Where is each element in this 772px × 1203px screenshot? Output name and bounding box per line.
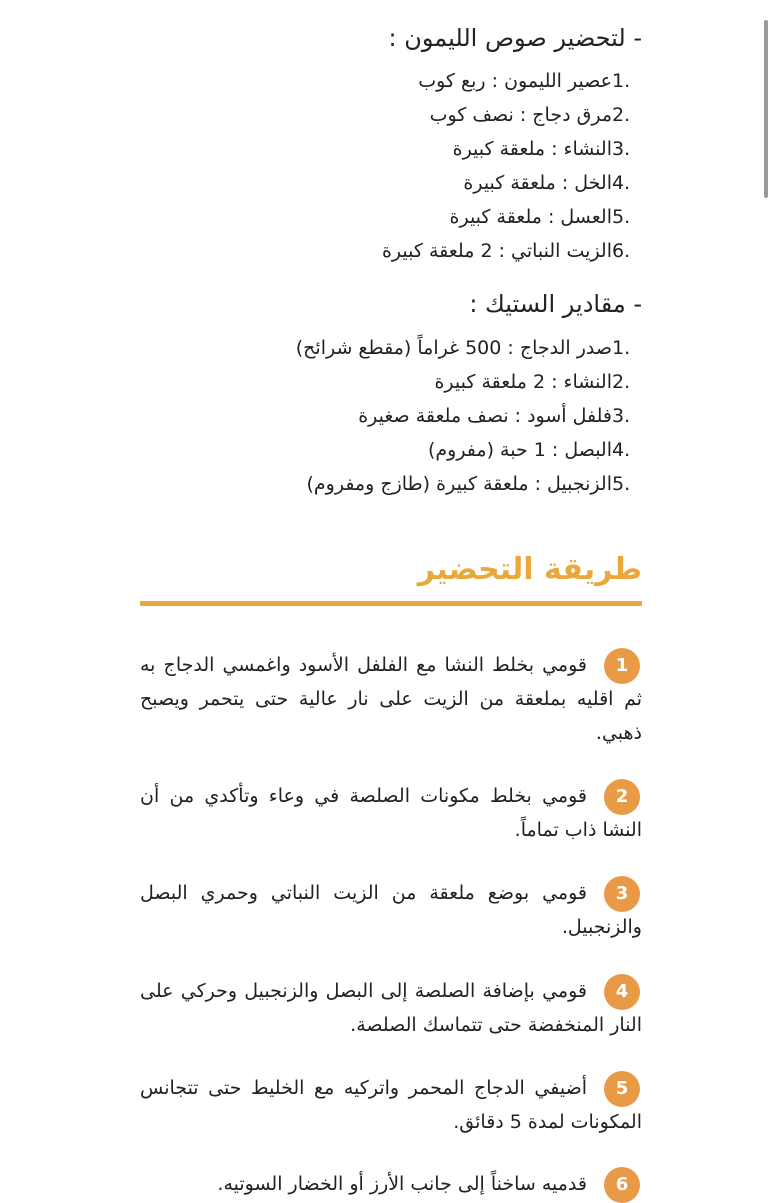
item-number: 4. xyxy=(612,439,631,461)
list-item xyxy=(296,365,642,399)
item-text: مرق دجاج : نصف كوب xyxy=(429,104,612,126)
steak-heading: - مقادير الستيك : xyxy=(469,290,642,318)
method-step xyxy=(140,974,642,1042)
step-text: قدميه ساخناً إلى جانب الأرز أو الخضار السوتيه. xyxy=(217,1173,587,1195)
item-number: 1. xyxy=(612,70,631,92)
step-number-badge: 3 xyxy=(604,876,640,912)
item-text: النشاء : 2 ملعقة كبيرة xyxy=(434,371,612,393)
method-step xyxy=(140,876,642,944)
list-item xyxy=(296,433,642,467)
sauce-ingredient-list xyxy=(382,64,642,268)
item-number: 4. xyxy=(612,172,631,194)
step-number-badge: 5 xyxy=(604,1071,640,1107)
item-number: 1. xyxy=(612,337,631,359)
item-number: 2. xyxy=(612,104,631,126)
step-number-badge: 1 xyxy=(604,648,640,684)
item-text: صدر الدجاج : 500 غراماً (مقطع شرائح) xyxy=(295,337,612,359)
step-text: قومي بخلط النشا مع الفلفل الأسود واغمسي الدجاج به ثم اقليه بملعقة من الزيت على نار عالية حتى يتحمر ويصبح ذهبي. xyxy=(140,654,642,744)
method-step xyxy=(140,1071,642,1139)
step-number-badge: 2 xyxy=(604,779,640,815)
list-item xyxy=(382,166,642,200)
list-item xyxy=(296,331,642,365)
list-item xyxy=(382,132,642,166)
step-number-badge: 4 xyxy=(604,974,640,1010)
item-number: 5. xyxy=(612,473,631,495)
item-text: العسل : ملعقة كبيرة xyxy=(449,206,612,228)
item-text: النشاء : ملعقة كبيرة xyxy=(452,138,612,160)
step-number-badge: 6 xyxy=(604,1167,640,1203)
method-step xyxy=(140,648,642,750)
item-number: 6. xyxy=(612,240,631,262)
item-number: 3. xyxy=(612,405,631,427)
item-text: فلفل أسود : نصف ملعقة صغيرة xyxy=(358,405,612,427)
item-text: الزيت النباتي : 2 ملعقة كبيرة xyxy=(381,240,612,262)
item-text: الزنجبيل : ملعقة كبيرة (طازج ومفروم) xyxy=(306,473,612,495)
list-item xyxy=(296,399,642,433)
list-item xyxy=(296,467,642,501)
step-text: قومي بوضع ملعقة من الزيت النباتي وحمري البصل والزنجبيل. xyxy=(140,882,642,938)
title-divider xyxy=(140,601,642,606)
item-number: 3. xyxy=(612,138,631,160)
list-item xyxy=(382,98,642,132)
item-text: الخل : ملعقة كبيرة xyxy=(463,172,612,194)
item-text: البصل : 1 حبة (مفروم) xyxy=(427,439,612,461)
steak-ingredient-list xyxy=(296,331,642,501)
scrollbar[interactable] xyxy=(764,20,768,198)
method-title: طريقة التحضير xyxy=(417,552,642,587)
step-text: قومي بإضافة الصلصة إلى البصل والزنجبيل وحركي على النار المنخفضة حتى تتماسك الصلصة. xyxy=(140,980,642,1036)
item-text: عصير الليمون : ربع كوب xyxy=(418,70,612,92)
method-step xyxy=(140,1167,642,1201)
item-number: 2. xyxy=(612,371,631,393)
list-item xyxy=(382,64,642,98)
step-text: قومي بخلط مكونات الصلصة في وعاء وتأكدي من أن النشا ذاب تماماً. xyxy=(140,785,642,841)
sauce-heading: - لتحضير صوص الليمون : xyxy=(388,24,642,52)
item-number: 5. xyxy=(612,206,631,228)
list-item xyxy=(382,234,642,268)
list-item xyxy=(382,200,642,234)
method-step xyxy=(140,779,642,847)
step-text: أضيفي الدجاج المحمر واتركيه مع الخليط حتى تتجانس المكونات لمدة 5 دقائق. xyxy=(140,1077,642,1133)
